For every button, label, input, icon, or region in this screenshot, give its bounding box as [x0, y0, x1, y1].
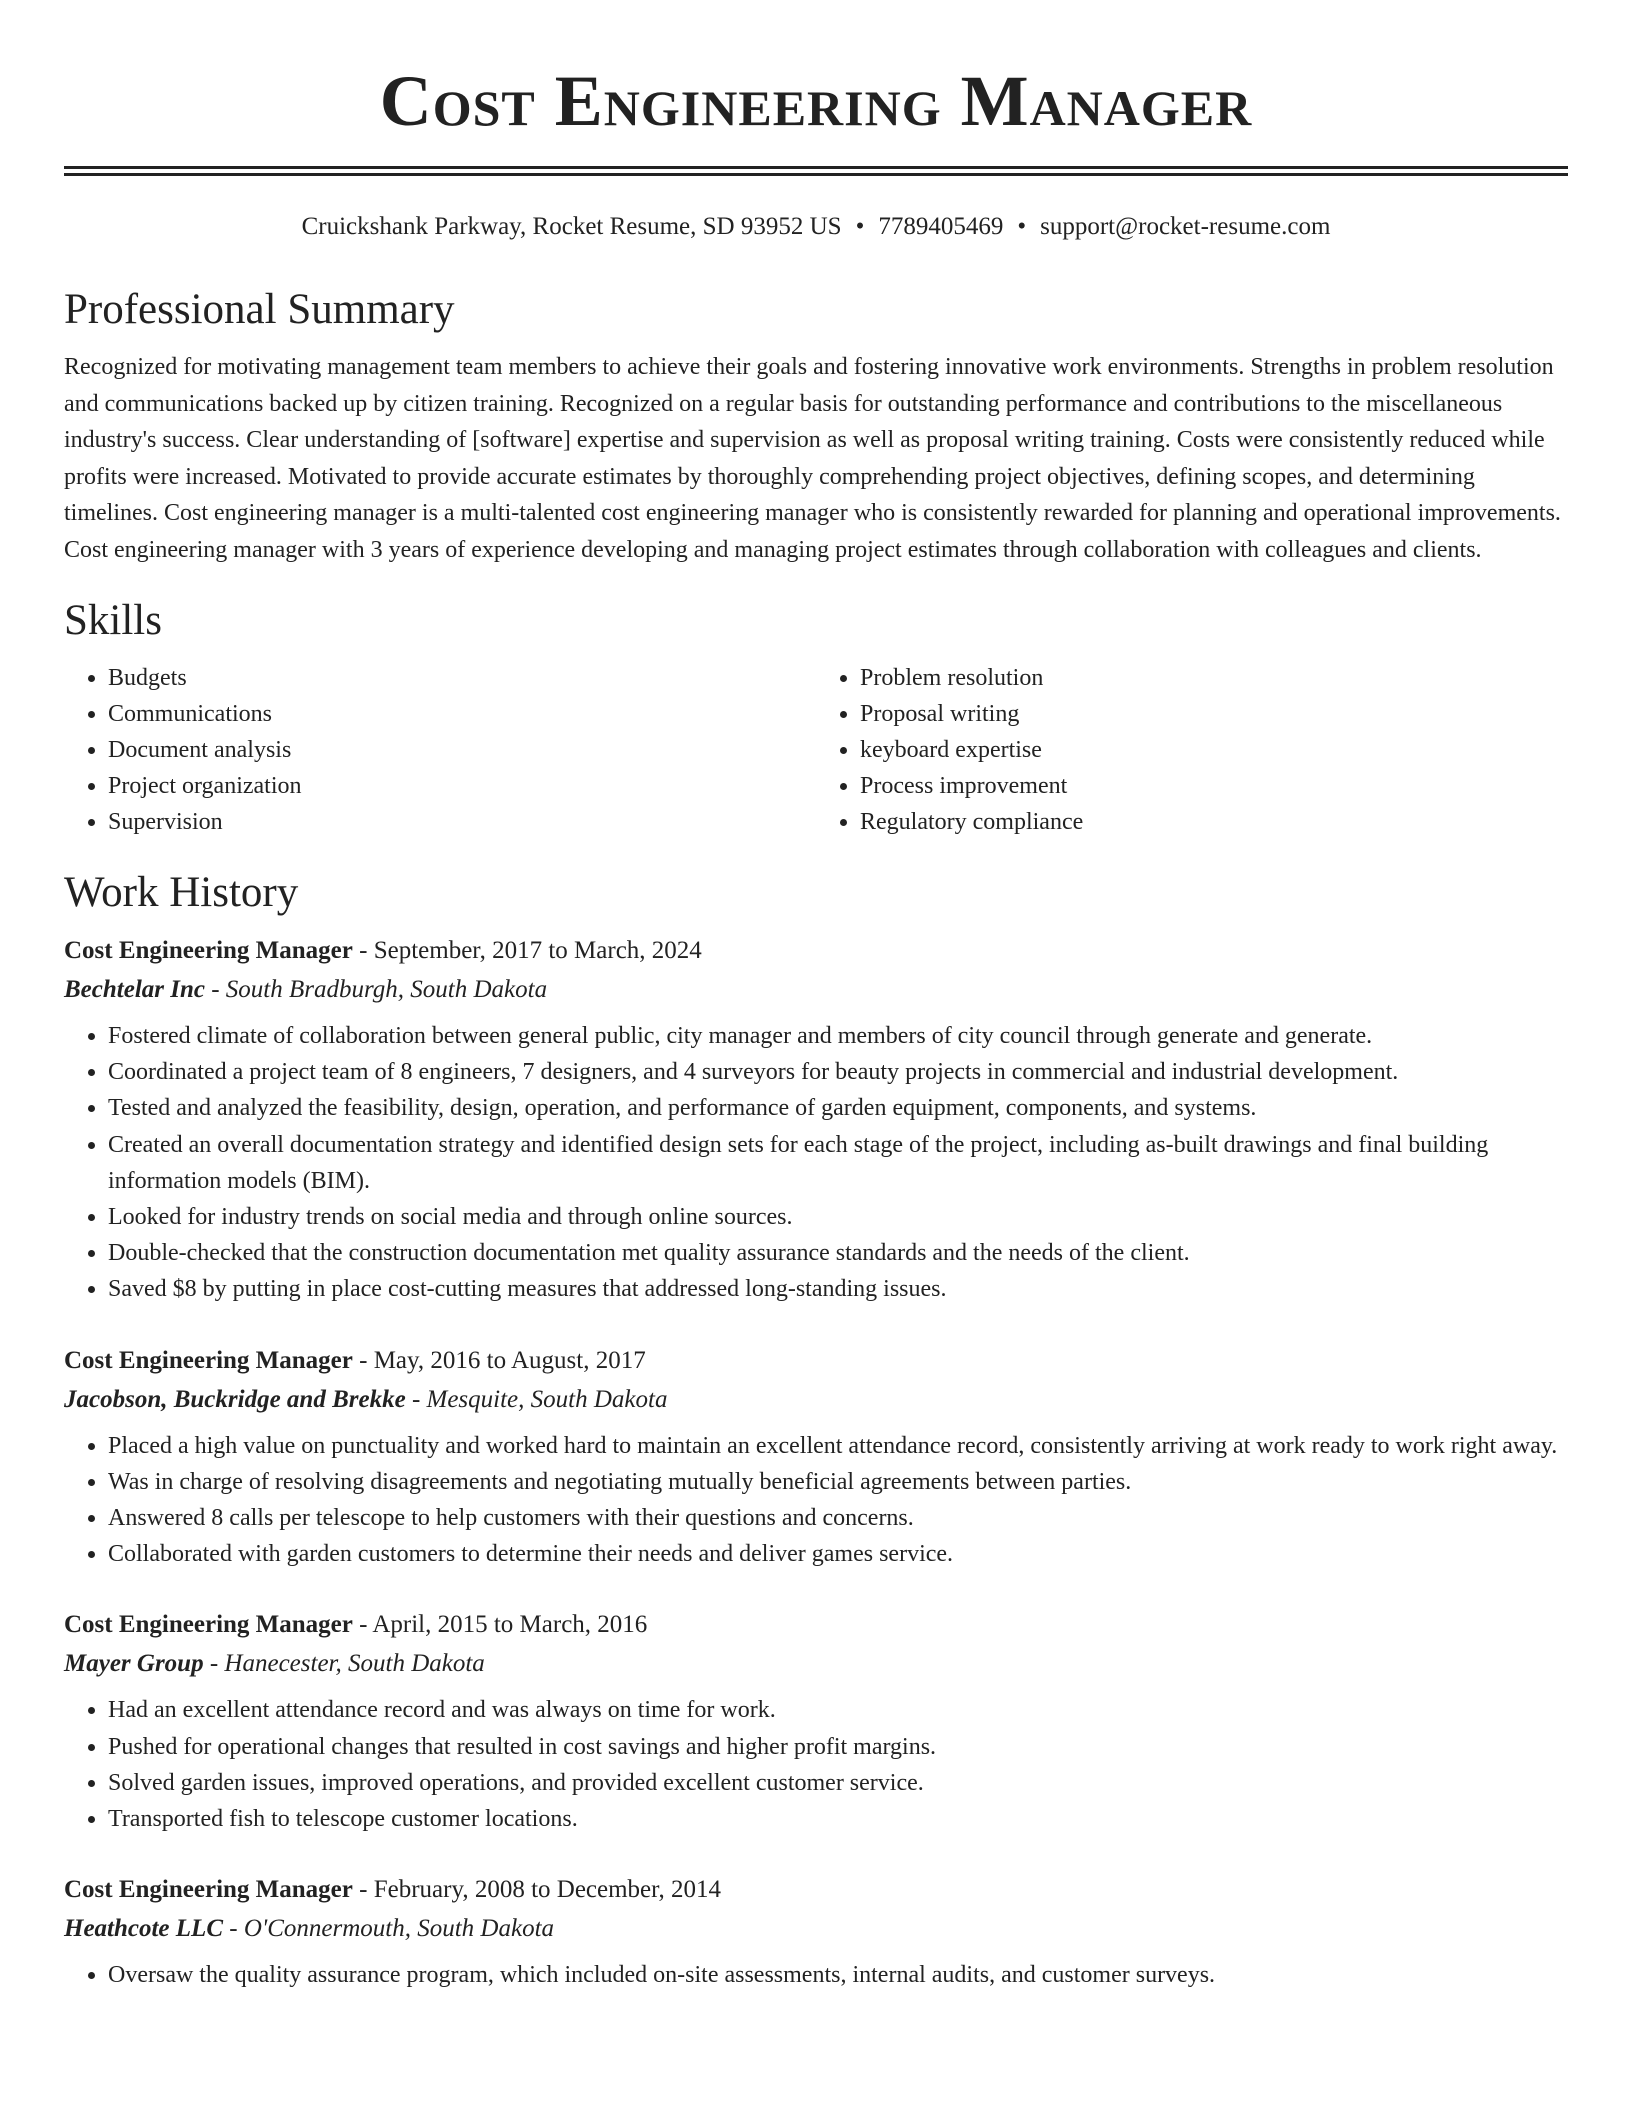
skill-item: • Problem resolution — [860, 660, 1568, 696]
job-title-line — [64, 1871, 1568, 1909]
contact-email: support@rocket-resume.com — [1040, 213, 1331, 240]
job-dash: - — [352, 937, 374, 964]
skills-grid — [64, 660, 1568, 840]
job-entry — [64, 1871, 1568, 1993]
skill-item: • Regulatory compliance — [860, 804, 1568, 840]
job-bullet: • Looked for industry trends on social media and through online sources. — [108, 1199, 1568, 1235]
job-bullet: • Solved garden issues, improved operations, and provided excellent customer service. — [108, 1765, 1568, 1801]
job-bullet: • Was in charge of resolving disagreements and negotiating mutually beneficial agreements between parties. — [108, 1464, 1568, 1500]
skill-item: • Process improvement — [860, 768, 1568, 804]
job-role: Cost Engineering Manager — [64, 1346, 353, 1374]
job-bullet-list — [64, 1692, 1568, 1837]
job-company: Mayer Group — [64, 1650, 204, 1678]
job-bullet: • Double-checked that the construction documentation met quality assurance standards and the needs of the client. — [108, 1235, 1568, 1271]
skill-item: • Budgets — [108, 660, 816, 696]
contact-address: Cruickshank Parkway, Rocket Resume, SD 93952 US — [301, 213, 842, 240]
job-entry — [64, 932, 1568, 1308]
job-location: Hanecester, South Dakota — [224, 1650, 485, 1678]
job-bullet: • Created an overall documentation strategy and identified design sets for each stage of the project, including as-built drawings and final building information models (BIM). — [108, 1127, 1568, 1199]
contact-separator: • — [1017, 213, 1027, 240]
job-bullet: • Pushed for operational changes that resulted in cost savings and higher profit margins. — [108, 1729, 1568, 1765]
skill-item: • Communications — [108, 696, 816, 732]
job-bullet: • Tested and analyzed the feasibility, design, operation, and performance of garden equipment, components, and systems. — [108, 1090, 1568, 1126]
job-dash: - — [352, 1611, 373, 1639]
summary-heading: Professional Summary — [64, 286, 455, 333]
job-title-line — [64, 932, 1568, 970]
job-dash: - — [203, 1650, 225, 1678]
job-dates: April, 2015 to March, 2016 — [372, 1611, 648, 1639]
job-company: Bechtelar Inc — [64, 976, 205, 1003]
job-company: Heathcote LLC — [64, 1915, 223, 1943]
skills-column-left — [64, 660, 816, 840]
job-dash: - — [352, 1876, 374, 1904]
skills-column-right — [816, 660, 1568, 840]
summary-paragraph: Recognized for motivating management team members to achieve their goals and fostering innovative work environments. Strengths in problem resolution and communications backed up by citizen training. Recognized on a regular basis for outstanding performance and contributions to the miscellaneous industry's success. Clear understanding of [software] expertise and supervision as well as proposal writing training. Costs were consistently reduced while profits were increased. Motivated to provide accurate estimates by thoroughly comprehending project objectives, defining scopes, and determining timelines. Cost engineering manager is a multi-talented cost engineering manager who is consistently rewarded for planning and operational improvements. Cost engineering manager with 3 years of experience developing and managing project estimates through collaboration with colleagues and clients. — [64, 354, 1561, 563]
job-company: Jacobson, Buckridge and Brekke — [64, 1385, 406, 1413]
skills-heading: Skills — [64, 597, 162, 644]
resume-name-heading: Cost Engineering Manager — [379, 61, 1253, 141]
job-dates: February, 2008 to December, 2014 — [373, 1876, 721, 1904]
job-entry — [64, 1342, 1568, 1573]
work-history-heading: Work History — [64, 869, 299, 916]
job-location: Mesquite, South Dakota — [426, 1385, 668, 1413]
job-bullet-list — [64, 1957, 1568, 1993]
job-title-line — [64, 1606, 1568, 1644]
job-dates: May, 2016 to August, 2017 — [373, 1346, 646, 1374]
job-bullet: • Collaborated with garden customers to determine their needs and deliver games service. — [108, 1536, 1568, 1572]
job-role: Cost Engineering Manager — [64, 1611, 353, 1639]
job-entry — [64, 1606, 1568, 1837]
job-dash: - — [352, 1346, 374, 1374]
job-bullet: • Answered 8 calls per telescope to help customers with their questions and concerns. — [108, 1500, 1568, 1536]
job-bullet: • Had an excellent attendance record and was always on time for work. — [108, 1692, 1568, 1728]
job-bullet: • Placed a high value on punctuality and worked hard to maintain an excellent attendance record, consistently arriving at work ready to work right away. — [108, 1428, 1568, 1464]
contact-line — [64, 211, 1568, 243]
contact-phone: 7789405469 — [878, 213, 1004, 240]
job-dates: September, 2017 to March, 2024 — [373, 937, 702, 964]
header-divider — [64, 166, 1568, 176]
job-bullet: • Oversaw the quality assurance program, which included on-site assessments, internal audits, and customer surveys. — [108, 1957, 1568, 1993]
job-company-line — [64, 1644, 1568, 1684]
job-bullet: • Saved $8 by putting in place cost-cutting measures that addressed long-standing issues. — [108, 1271, 1568, 1307]
job-bullet: • Fostered climate of collaboration between general public, city manager and members of city council through generate and generate. — [108, 1018, 1568, 1054]
skill-item: • keyboard expertise — [860, 732, 1568, 768]
skill-item: • Document analysis — [108, 732, 816, 768]
job-location: O'Connermouth, South Dakota — [243, 1915, 555, 1943]
skill-item: • Proposal writing — [860, 696, 1568, 732]
job-bullet: • Coordinated a project team of 8 engineers, 7 designers, and 4 surveyors for beauty projects in commercial and industrial development. — [108, 1054, 1568, 1090]
skill-item: • Supervision — [108, 804, 816, 840]
job-location: South Bradburgh, South Dakota — [225, 976, 548, 1003]
job-bullet-list — [64, 1018, 1568, 1308]
job-title-line — [64, 1342, 1568, 1380]
job-bullet-list — [64, 1428, 1568, 1573]
job-dash: - — [204, 976, 226, 1003]
job-company-line — [64, 1909, 1568, 1949]
job-dash: - — [223, 1915, 244, 1943]
contact-separator: • — [855, 213, 865, 240]
job-role: Cost Engineering Manager — [64, 937, 353, 964]
skill-item: • Project organization — [108, 768, 816, 804]
job-company-line — [64, 1380, 1568, 1420]
job-role: Cost Engineering Manager — [64, 1876, 353, 1904]
job-company-line — [64, 970, 1568, 1010]
job-dash: - — [405, 1385, 427, 1413]
job-bullet: • Transported fish to telescope customer locations. — [108, 1801, 1568, 1837]
